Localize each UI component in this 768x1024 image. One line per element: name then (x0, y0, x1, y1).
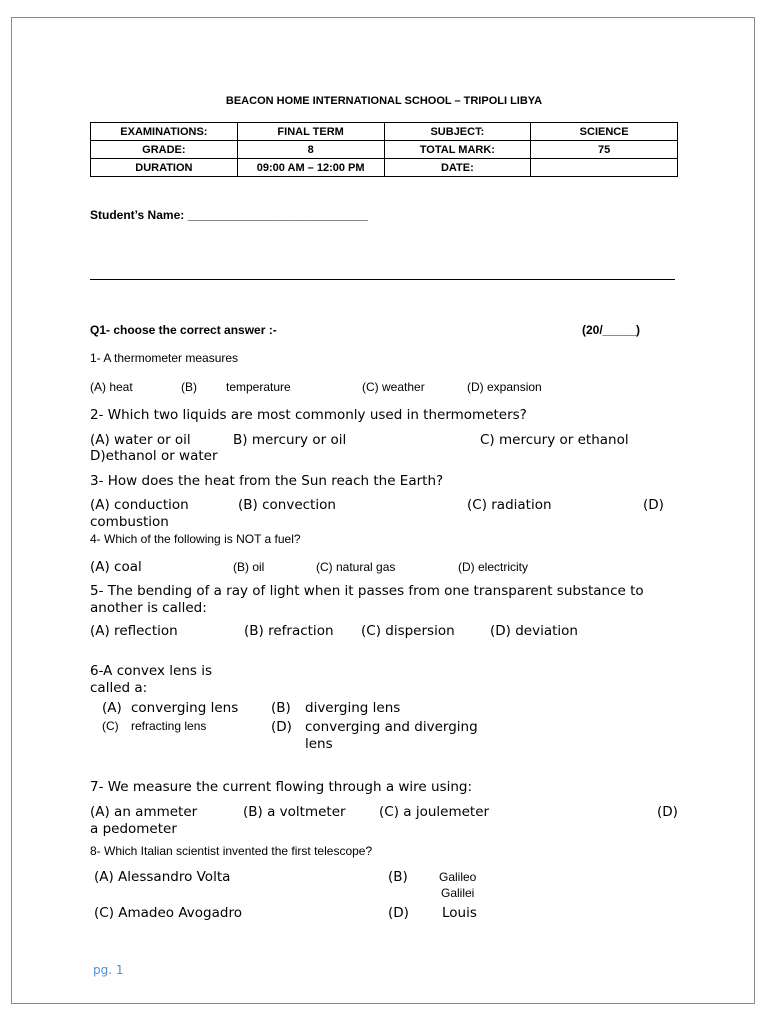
q7-option-b: (B) a voltmeter (243, 804, 346, 820)
q8-option-b-line2: Galilei (441, 886, 475, 900)
q7-option-c: (C) a joulemeter (379, 804, 490, 820)
q6-option-b-label: (B) (271, 700, 291, 716)
q6-option-a: converging lens (131, 700, 239, 716)
q6-option-d-line2: lens (305, 736, 333, 752)
table-cell: 75 (531, 141, 678, 159)
q8-option-d: Louis (442, 905, 477, 921)
q8-option-a: (A) Alessandro Volta (94, 869, 231, 885)
table-row (91, 123, 678, 141)
table-cell: 09:00 AM – 12:00 PM (237, 159, 384, 177)
table-cell: DATE: (384, 159, 531, 177)
table-cell: GRADE: (91, 141, 238, 159)
student-name-line: Student’s Name: ___________________________ (90, 208, 368, 222)
q1-option-c: (C) weather (362, 380, 425, 394)
table-cell: FINAL TERM (237, 123, 384, 141)
question-4-text: 4- Which of the following is NOT a fuel? (90, 532, 301, 546)
q1-heading: Q1- choose the correct answer :- (90, 323, 277, 337)
q4-option-d: (D) electricity (458, 560, 529, 574)
q7-option-d: a pedometer (90, 821, 177, 837)
q8-option-c: (C) Amadeo Avogadro (94, 905, 242, 921)
q5-option-b: (B) refraction (244, 623, 334, 639)
exam-info-table (90, 122, 678, 177)
table-cell: 8 (237, 141, 384, 159)
page-number: pg. 1 (93, 963, 124, 977)
q5-option-c: (C) dispersion (361, 623, 455, 639)
question-1-text: 1- A thermometer measures (90, 351, 239, 365)
question-6-text-line2: called a: (90, 680, 148, 696)
table-cell (531, 159, 678, 177)
q1-option-b: temperature (226, 380, 291, 394)
q4-option-b: (B) oil (233, 560, 265, 574)
q1-marks: (20/_____) (582, 323, 641, 337)
q4-option-a: (A) coal (90, 559, 142, 575)
table-cell: EXAMINATIONS: (91, 123, 238, 141)
q1-option-b-label: (B) (181, 380, 197, 394)
divider-line (90, 279, 675, 280)
q8-option-d-label: (D) (388, 905, 409, 921)
q6-option-c: refracting lens (131, 719, 207, 733)
q2-option-a: (A) water or oil (90, 432, 191, 448)
q1-option-d: (D) expansion (467, 380, 542, 394)
table-cell: DURATION (91, 159, 238, 177)
q3-option-c: (C) radiation (467, 497, 552, 513)
q1-option-a: (A) heat (90, 380, 133, 394)
q2-option-c: C) mercury or ethanol (480, 432, 629, 448)
q3-option-d: combustion (90, 514, 169, 530)
table-row (91, 159, 678, 177)
table-cell: TOTAL MARK: (384, 141, 531, 159)
question-8-text: 8- Which Italian scientist invented the first telescope? (90, 844, 373, 858)
q8-option-b-label: (B) (388, 869, 408, 885)
q6-option-d-label: (D) (271, 719, 292, 735)
q3-option-b: (B) convection (238, 497, 336, 513)
question-6-text-line1: 6-A convex lens is (90, 663, 212, 679)
q6-option-d-line1: converging and diverging (305, 719, 478, 735)
q4-option-c: (C) natural gas (316, 560, 396, 574)
q2-option-d: D)ethanol or water (90, 448, 218, 464)
q6-option-b: diverging lens (305, 700, 401, 716)
q6-option-c-label: (C) (102, 719, 119, 733)
q5-option-d: (D) deviation (490, 623, 578, 639)
q2-option-b: B) mercury or oil (233, 432, 347, 448)
table-cell: SUBJECT: (384, 123, 531, 141)
q7-option-a: (A) an ammeter (90, 804, 198, 820)
q8-option-b-line1: Galileo (439, 870, 477, 884)
question-3-text: 3- How does the heat from the Sun reach the Earth? (90, 473, 444, 489)
table-row (91, 141, 678, 159)
table-cell: SCIENCE (531, 123, 678, 141)
question-5-text-line2: another is called: (90, 600, 207, 616)
question-5-text-line1: 5- The bending of a ray of light when it passes from one transparent substance to (90, 583, 644, 599)
question-2-text: 2- Which two liquids are most commonly used in thermometers? (90, 407, 527, 423)
q5-option-a: (A) reflection (90, 623, 178, 639)
q3-option-a: (A) conduction (90, 497, 189, 513)
q6-option-a-label: (A) (102, 700, 122, 716)
school-title: BEACON HOME INTERNATIONAL SCHOOL – TRIPOLI LIBYA (225, 95, 543, 107)
q7-option-d-label: (D) (657, 804, 678, 820)
question-7-text: 7- We measure the current flowing through a wire using: (90, 779, 473, 795)
q3-option-d-label: (D) (643, 497, 664, 513)
